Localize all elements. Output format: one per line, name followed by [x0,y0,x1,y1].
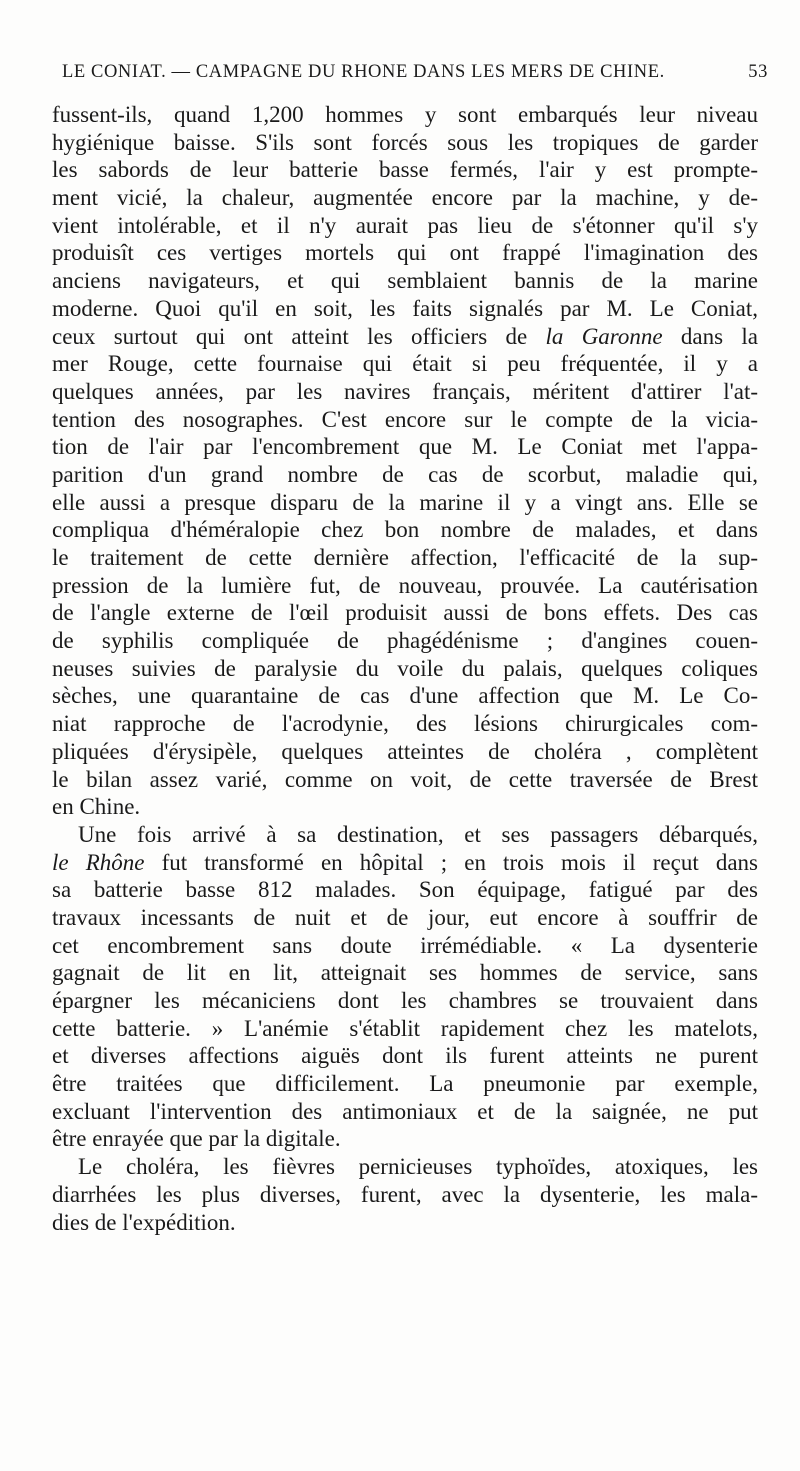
text-line: le bilan assez varié, comme on voit, de cette traversée de Brest [52,766,758,792]
text-line: être traitées que difficilement. La pneumonie par exemple, [52,1071,758,1097]
text-line: fussent-ils, quand 1,200 hommes y sont embarqués leur niveau [52,102,758,127]
text-line: mer Rouge, cette fournaise qui était si peu fréquentée, il y a [52,351,758,377]
italic-ship-name: la Garonne [545,323,663,349]
text-line: diarrhées les plus diverses, furent, avec la dysenterie, les mala- [52,1181,758,1207]
text-line: compliqua d'héméralopie chez bon nombre de malades, et dans [52,517,758,543]
text-line: hygiénique baisse. S'ils sont forcés sous les tropiques de garder [52,129,758,155]
text-line: excluant l'intervention des antimoniaux et de la saignée, ne put [52,1098,758,1124]
text-line: parition d'un grand nombre de cas de scorbut, maladie qui, [52,461,758,487]
text-line: être enrayée que par la digitale. [52,1126,341,1152]
text-line: de l'angle externe de l'œil produisit aussi de bons effets. Des cas [52,600,758,626]
text-line: travaux incessants de nuit et de jour, eut encore à souffrir de [52,904,758,930]
text-segment: ceux surtout qui ont atteint les officiers de [52,323,546,349]
body-text [52,101,758,1236]
text-line [52,849,758,877]
running-head-title: LE CONIAT. — CAMPAGNE DU RHONE DANS LES MERS DE CHINE. [62,62,665,82]
text-line: pression de la lumière fut, de nouveau, prouvée. La cautérisation [52,572,758,598]
text-line: tion de l'air par l'encombrement que M. Le Coniat met l'appa- [52,434,758,460]
text-line: tention des nosographes. C'est encore sur le compte de la vicia- [52,406,758,432]
text-line: sèches, une quarantaine de cas d'une affection que M. Le Co- [52,683,758,709]
text-line: dies de l'expédition. [52,1209,236,1235]
text-line: quelques années, par les navires français, méritent d'attirer l'at- [52,378,758,404]
text-line: neuses suivies de paralysie du voile du palais, quelques coliques [52,655,758,681]
text-segment: dans la [662,323,758,349]
text-line: cet encombrement sans doute irrémédiable. « La dysenterie [52,932,758,958]
text-line: Une fois arrivé à sa destination, et ses passagers débarqués, [78,821,758,847]
text-line: moderne. Quoi qu'il en soit, les faits signalés par M. Le Coniat, [52,295,758,321]
text-line: cette batterie. » L'anémie s'établit rapidement chez les matelots, [52,1015,758,1041]
text-line: sa batterie basse 812 malades. Son équipage, fatigué par des [52,877,758,903]
text-segment: fut transformé en hôpital ; en trois mois il reçut dans [144,849,758,875]
text-line [52,323,758,351]
text-line: et diverses affections aiguës dont ils furent atteints ne purent [52,1043,758,1069]
text-line: en Chine. [52,794,141,820]
text-line: produisît ces vertiges mortels qui ont frappé l'imagination des [52,240,758,266]
text-line: ment vicié, la chaleur, augmentée encore par la machine, y de- [52,185,758,211]
running-head [62,62,768,90]
text-line: le traitement de cette dernière affection, l'efficacité de la sup- [52,545,758,570]
text-line: pliquées d'érysipèle, quelques atteintes de choléra , complètent [52,738,758,764]
text-line: épargner les mécaniciens dont les chambres se trouvaient dans [52,988,758,1013]
text-line: de syphilis compliquée de phagédénisme ; d'angines couen- [52,628,758,654]
text-line: Le choléra, les fièvres pernicieuses typhoïdes, atoxiques, les [78,1154,758,1180]
text-line: vient intolérable, et il n'y aurait pas lieu de s'étonner qu'il s'y [52,212,758,238]
text-line: les sabords de leur batterie basse fermés, l'air y est prompte- [52,157,758,183]
page-number: 53 [748,62,768,82]
text-line: elle aussi a presque disparu de la marine il y a vingt ans. Elle se [52,489,758,515]
text-line: gagnait de lit en lit, atteignait ses hommes de service, sans [52,960,758,986]
italic-ship-name: le Rhône [52,849,145,875]
text-line: niat rapproche de l'acrodynie, des lésions chirurgicales com- [52,711,758,737]
text-line: anciens navigateurs, et qui semblaient bannis de la marine [52,268,758,294]
